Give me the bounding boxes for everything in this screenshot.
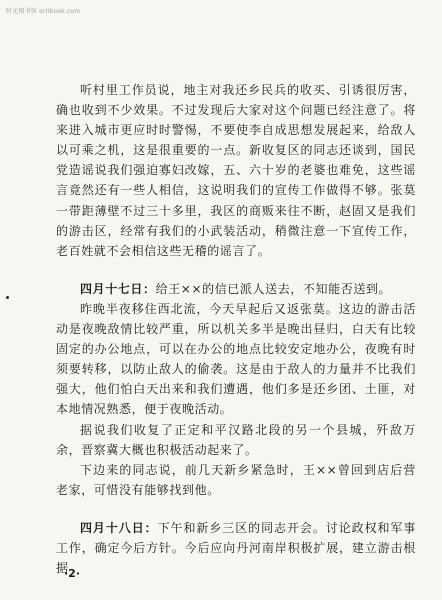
- paragraph-text: 下边来的同志说，前几天新乡紧急时，王××曾回到店后营老家，可惜没有能够找到他。: [56, 462, 416, 497]
- paragraph-text: 听村里工作员说，地主对我还乡民兵的收买、引诱很厉害，确也收到不少效果。不过发现后大家对这个问题已经注意了。将来进入城市更应时时警惕，不要使李自成思想发展起来，给敌人以可乘之机，这是很重要的一点。新收复区的同志还谈到，国民党造谣说我们强迫寡妇改嫁，五、六十岁的老婆也难免，这些谣言竟然还有一些人相信，这说明我们的宣传工作做得不够。张莫一带距薄壁不过三十多里，我区的商贩来往不断，赵固又是我们的游击区，经常有我们的小武装活动，稍微注意一下宣传工作，老百姓就不会相信这些无稽的谣言了。: [56, 83, 416, 258]
- watermark: 时光图书馆 orlibook.com: [6, 8, 81, 15]
- paragraph-text: 给王××的信已派人送去，不知能否送到。: [155, 281, 392, 296]
- paragraph-text: 据说我们收复了正定和平汉路北段的另一个县城，歼敌万余，晋察冀大概也积极活动起来了。: [56, 422, 416, 457]
- binding-hole-mark: [6, 296, 9, 299]
- paragraph-text: 昨晚半夜移住西北流，今天早起后又返张莫。这边的游击活动是夜晚敌情比较严重，所以机关多半是晚出昼归，白天有比较固定的办公地点，可以在办公的地点比较安定地办公，夜晚有时须要转移，以防止敌人的偷袭。这是由于敌人的力量并不比我们强大，他们怕白天出来和我们遭遇，他们多是还乡团、土匪，对本地情况熟悉，便于夜晚活动。: [56, 301, 416, 417]
- paragraph: [56, 518, 416, 578]
- paragraph: [56, 420, 416, 460]
- paragraph: [56, 80, 416, 261]
- entry-date-heading: 四月十七日：: [80, 281, 156, 296]
- paragraph-text: 下午和新乡三区的同志开会。讨论政权和军事工作，确定今后方针。今后应向丹河南岸积极扩展，建立游击根据: [56, 520, 416, 576]
- paragraph: [56, 460, 416, 500]
- body-text: [56, 80, 416, 578]
- page-number: ·2·: [64, 567, 81, 580]
- entry-date-heading: 四月十八日：: [80, 520, 158, 535]
- paragraph: [56, 279, 416, 299]
- paragraph: [56, 299, 416, 420]
